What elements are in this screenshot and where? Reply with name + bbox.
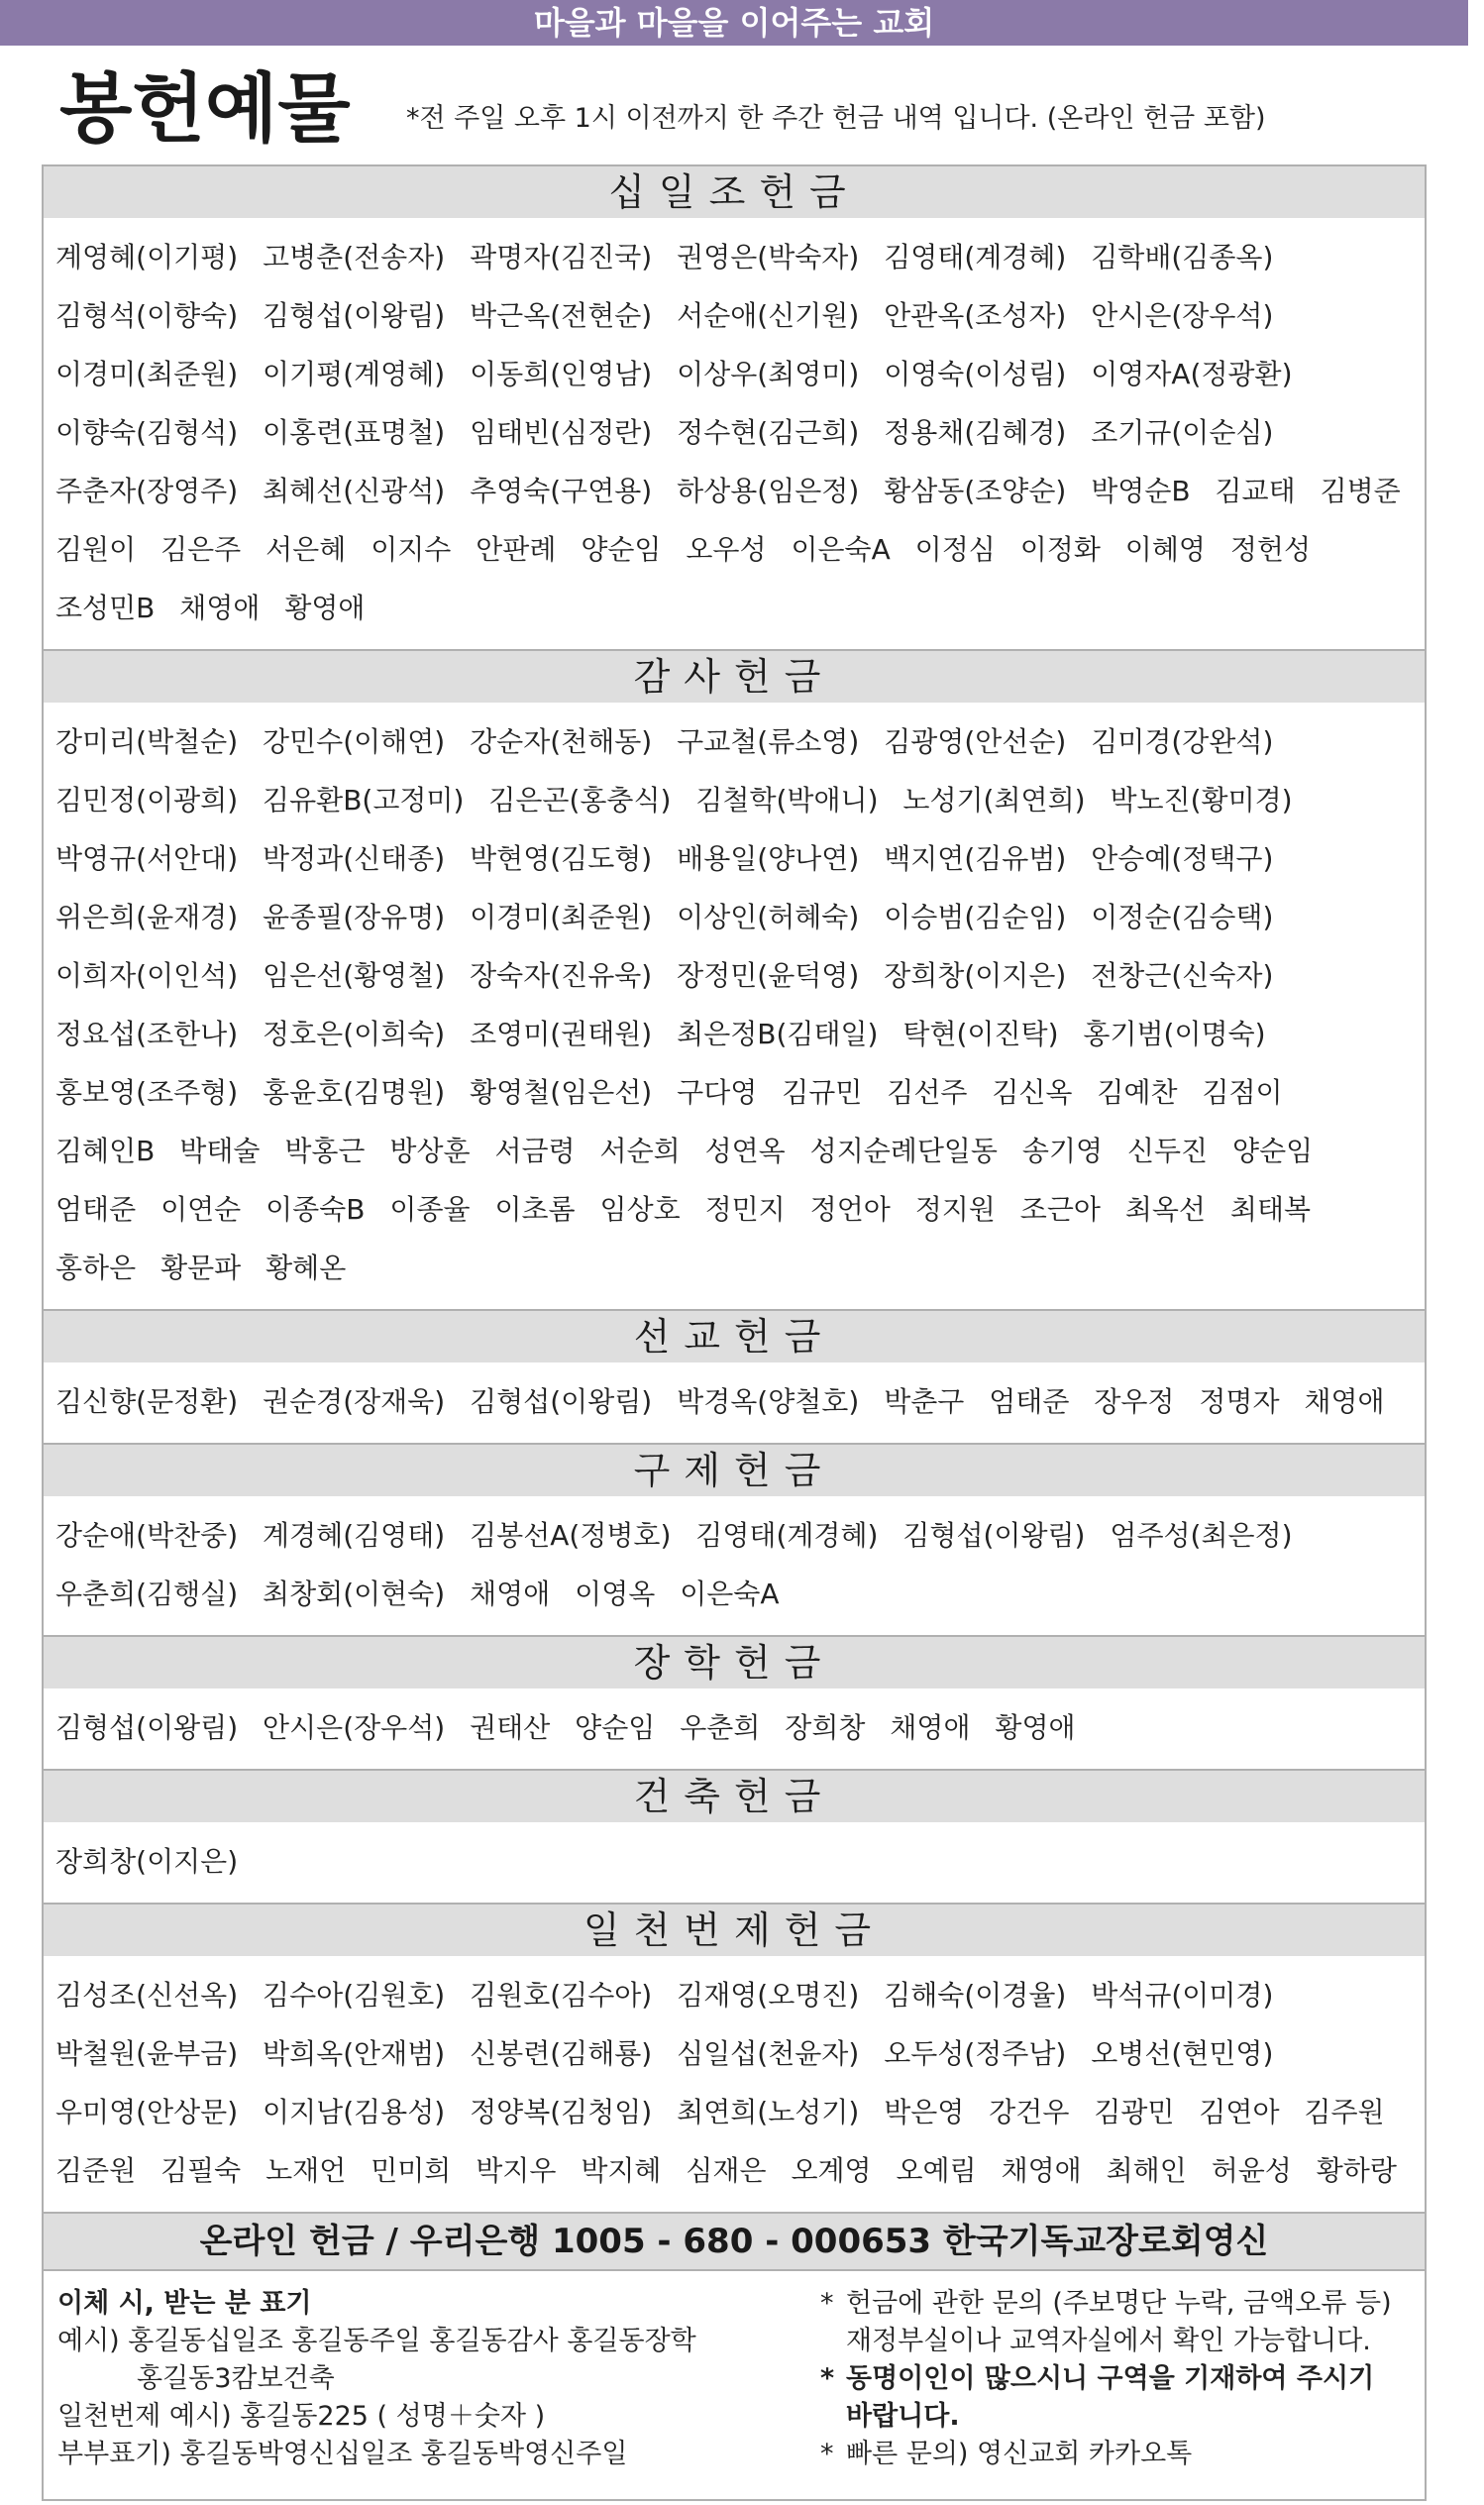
- donor-name: 엄주성(최은정): [1110, 1519, 1293, 1552]
- donor-name: 김원호(김수아): [470, 1979, 653, 2012]
- donor-name: 이은숙A: [791, 533, 891, 566]
- donor-name: 김규민: [782, 1076, 863, 1109]
- donor-name: 정수현(김근희): [677, 416, 860, 449]
- donor-name: 박근옥(전현순): [470, 299, 653, 332]
- donor-name: 김미경(강완석): [1091, 725, 1274, 758]
- donor-name: 황삼동(조양순): [884, 475, 1067, 507]
- donor-name: 심일섭(천윤자): [677, 2037, 860, 2070]
- section-heading: 선교헌금: [44, 1309, 1425, 1362]
- donor-name: 오두성(정주남): [884, 2037, 1067, 2070]
- donor-name: 추영숙(구연용): [470, 475, 653, 507]
- donor-name: 정호은(이희숙): [263, 1018, 446, 1050]
- donor-name: 최옥선: [1124, 1193, 1206, 1226]
- transfer-example-line: 부부표기) 홍길동박영신십일조 홍길동박영신주일: [57, 2439, 628, 2469]
- donor-name: 정언아: [809, 1193, 891, 1226]
- donor-name: 정지원: [914, 1193, 996, 1226]
- donor-name: 임태빈(심정란): [470, 416, 653, 449]
- donor-name: 이영옥: [575, 1578, 656, 1610]
- donor-name: 배용일(양나연): [677, 842, 860, 875]
- donor-name: 홍기범(이명숙): [1083, 1018, 1266, 1050]
- page-title: 봉헌예물: [59, 64, 351, 153]
- donor-name: 계영혜(이기평): [55, 241, 239, 273]
- donor-name: 임은선(황영철): [263, 959, 446, 992]
- section-heading: 십일조헌금: [44, 166, 1425, 218]
- donor-name: 김형석(이향숙): [55, 299, 239, 332]
- donor-name: 장정민(윤덕영): [677, 959, 860, 992]
- donor-name: 황영애: [995, 1711, 1076, 1744]
- donor-name: 조근아: [1019, 1193, 1101, 1226]
- donor-name: 서금령: [494, 1135, 576, 1167]
- donor-name: 임상호: [599, 1193, 681, 1226]
- donor-name: 김필숙: [160, 2154, 242, 2187]
- donor-name: 이홍련(표명철): [263, 416, 446, 449]
- donor-name: 이정심: [914, 533, 996, 566]
- donor-name: 하상용(임은정): [677, 475, 860, 507]
- donor-name: 박석규(이미경): [1091, 1979, 1274, 2012]
- donor-name: 김병준: [1320, 475, 1401, 507]
- donor-name: 박경옥(양철호): [677, 1385, 860, 1418]
- donor-name: 김영태(계경혜): [695, 1519, 879, 1552]
- donor-name: 박희옥(안재범): [263, 2037, 446, 2070]
- donor-name: 안시은(장우석): [263, 1711, 446, 1744]
- section-heading: 일천번제헌금: [44, 1903, 1425, 1956]
- donor-name: 김봉선A(정병호): [470, 1519, 672, 1552]
- donor-name: 최창회(이현숙): [263, 1578, 446, 1610]
- section-heading: 건축헌금: [44, 1769, 1425, 1822]
- inquiry-note: [820, 2436, 1411, 2473]
- donor-name: 장숙자(진유욱): [470, 959, 653, 992]
- donor-name: 정명자: [1199, 1385, 1280, 1418]
- donor-name: 채영애: [1001, 2154, 1082, 2187]
- inquiry-note: [820, 2285, 1411, 2360]
- donor-name: 김교태: [1215, 475, 1296, 507]
- donor-name: 전창근(신숙자): [1091, 959, 1274, 992]
- donor-name: 최태복: [1229, 1193, 1312, 1226]
- donor-name: 황영철(임은선): [470, 1076, 653, 1109]
- donor-name: 황혜온: [265, 1252, 347, 1284]
- donor-name: 서순희: [599, 1135, 681, 1167]
- donor-name: 오병선(현민영): [1091, 2037, 1274, 2070]
- donor-name: 김형섭(이왕림): [55, 1711, 239, 1744]
- donor-name: 김예찬: [1097, 1076, 1178, 1109]
- inquiry-notes: [781, 2285, 1411, 2473]
- donor-name: 이희자(이인석): [55, 959, 239, 992]
- donor-name: 신두진: [1126, 1135, 1209, 1167]
- church-banner: 마을과 마을을 이어주는 교회: [0, 0, 1468, 46]
- donor-name: 김학배(김종옥): [1091, 241, 1274, 273]
- donor-name: 김형섭(이왕림): [902, 1519, 1086, 1552]
- section-name-list: [44, 1362, 1425, 1443]
- donor-name: 강건우: [989, 2096, 1070, 2128]
- transfer-example-line: 일천번제 예시) 홍길동225 ( 성명＋숫자 ): [57, 2401, 546, 2432]
- donor-name: 권태산: [470, 1711, 551, 1744]
- donor-name: 탁현(이진탁): [902, 1018, 1059, 1050]
- donor-name: 정양복(김청임): [470, 2096, 653, 2128]
- donor-name: 김광영(안선순): [884, 725, 1067, 758]
- donor-name: 엄태준: [989, 1385, 1070, 1418]
- donor-name: 박홍근: [284, 1135, 366, 1167]
- inquiry-note-text: 빠른 문의) 영신교회 카카오톡: [846, 2439, 1193, 2469]
- donor-name: 이경미(최준원): [55, 358, 239, 390]
- donor-name: 이종숙B: [265, 1193, 366, 1226]
- donor-name: 이영숙(이성림): [884, 358, 1067, 390]
- donor-name: 최연희(노성기): [677, 2096, 860, 2128]
- section-name-list: [44, 1822, 1425, 1903]
- notes-panel: [44, 2269, 1425, 2499]
- donor-name: 고병춘(전송자): [263, 241, 446, 273]
- donor-name: 이은숙A: [680, 1578, 780, 1610]
- donor-name: 이동희(인영남): [470, 358, 653, 390]
- donor-name: 채영애: [179, 592, 261, 624]
- donor-name: 윤종필(장유명): [263, 901, 446, 933]
- donor-name: 우춘희: [680, 1711, 761, 1744]
- donor-name: 홍하은: [55, 1252, 137, 1284]
- donor-name: 김은곤(홍충식): [488, 784, 672, 817]
- donor-name: 장우정: [1094, 1385, 1175, 1418]
- donor-name: 김원이: [55, 533, 137, 566]
- section-name-list: [44, 1956, 1425, 2212]
- donor-name: 우춘희(김행실): [55, 1578, 239, 1610]
- donor-name: 노성기(최연희): [902, 784, 1086, 817]
- donor-name: 김재영(오명진): [677, 1979, 860, 2012]
- donor-name: 김성조(신선옥): [55, 1979, 239, 2012]
- donor-name: 김유환B(고정미): [263, 784, 465, 817]
- inquiry-note-text: 바랍니다.: [846, 2401, 960, 2432]
- asterisk: *: [820, 2363, 835, 2394]
- donor-name: 채영애: [470, 1578, 551, 1610]
- donor-name: 김해숙(이경율): [884, 1979, 1067, 2012]
- donor-name: 오예림: [896, 2154, 977, 2187]
- donor-name: 김주원: [1304, 2096, 1385, 2128]
- donor-name: 성지순례단일동: [809, 1135, 998, 1167]
- donor-name: 김형섭(이왕림): [470, 1385, 653, 1418]
- donor-name: 정요섭(조한나): [55, 1018, 239, 1050]
- donor-name: 박지혜: [581, 2154, 662, 2187]
- donor-name: 이승범(김순임): [884, 901, 1067, 933]
- offering-board: [42, 164, 1427, 2501]
- donor-name: 권영은(박숙자): [677, 241, 860, 273]
- donor-name: 계경혜(김영태): [263, 1519, 446, 1552]
- donor-name: 김신향(문정환): [55, 1385, 239, 1418]
- donor-name: 박영순B: [1091, 475, 1191, 507]
- donor-name: 정용채(김혜경): [884, 416, 1067, 449]
- donor-name: 이영자A(정광환): [1091, 358, 1293, 390]
- donor-name: 최혜선(신광석): [263, 475, 446, 507]
- donor-name: 황영애: [284, 592, 366, 624]
- donor-name: 채영애: [890, 1711, 971, 1744]
- donor-name: 주춘자(장영주): [55, 475, 239, 507]
- donor-name: 신봉련(김해룡): [470, 2037, 653, 2070]
- online-account-bar: 온라인 헌금 / 우리은행 1005 - 680 - 000653 한국기독교장로회영신: [44, 2212, 1425, 2269]
- donor-name: 이상인(허혜숙): [677, 901, 860, 933]
- inquiry-note-text: 헌금에 관한 문의 (주보명단 누락, 금액오류 등): [846, 2288, 1392, 2319]
- donor-name: 이초롬: [494, 1193, 576, 1226]
- donor-name: 허윤성: [1211, 2154, 1292, 2187]
- donor-name: 백지연(김유범): [884, 842, 1067, 875]
- donor-name: 김선주: [887, 1076, 968, 1109]
- section-name-list: [44, 1496, 1425, 1635]
- section-name-list: [44, 703, 1425, 1309]
- donor-name: 구다영: [677, 1076, 758, 1109]
- donor-name: 박영규(서안대): [55, 842, 239, 875]
- donor-name: 박태술: [179, 1135, 261, 1167]
- donor-name: 강민수(이해연): [263, 725, 446, 758]
- section-name-list: [44, 218, 1425, 649]
- donor-name: 이종율: [389, 1193, 471, 1226]
- donor-name: 김신옥: [992, 1076, 1073, 1109]
- donor-name: 이기평(계영혜): [263, 358, 446, 390]
- donor-name: 성연옥: [704, 1135, 786, 1167]
- donor-name: 최은정B(김태일): [677, 1018, 879, 1050]
- donor-name: 김연아: [1199, 2096, 1280, 2128]
- donor-name: 박노진(황미경): [1110, 784, 1293, 817]
- donor-name: 강순자(천해동): [470, 725, 653, 758]
- donor-name: 박은영: [884, 2096, 965, 2128]
- section-name-list: [44, 1688, 1425, 1769]
- donor-name: 채영애: [1304, 1385, 1385, 1418]
- subtitle-note: *전 주일 오후 1시 이전까지 한 주간 헌금 내역 입니다. (온라인 헌금 포함): [406, 103, 1266, 134]
- donor-name: 위은희(윤재경): [55, 901, 239, 933]
- donor-name: 강순애(박찬중): [55, 1519, 239, 1552]
- inquiry-note-text: 재정부실이나 교역자실에서 확인 가능합니다.: [846, 2326, 1371, 2356]
- donor-name: 박지우: [476, 2154, 557, 2187]
- donor-name: 김영태(계경혜): [884, 241, 1067, 273]
- donor-name: 양순임: [575, 1711, 656, 1744]
- donor-name: 안관옥(조성자): [884, 299, 1067, 332]
- donor-name: 장희창(이지은): [55, 1845, 239, 1878]
- donor-name: 이정화: [1019, 533, 1101, 566]
- donor-name: 장희창: [785, 1711, 866, 1744]
- donor-name: 박춘구: [884, 1385, 965, 1418]
- donor-name: 우미영(안상문): [55, 2096, 239, 2128]
- donor-name: 조기규(이순심): [1091, 416, 1274, 449]
- donor-name: 곽명자(김진국): [470, 241, 653, 273]
- donor-name: 이상우(최영미): [677, 358, 860, 390]
- donor-name: 장희창(이지은): [884, 959, 1067, 992]
- donor-name: 이혜영: [1124, 533, 1206, 566]
- donor-name: 이경미(최준원): [470, 901, 653, 933]
- donor-name: 김철학(박애니): [695, 784, 879, 817]
- asterisk: *: [820, 2288, 834, 2319]
- inquiry-note-text: 동명이인이 많으시니 구역을 기재하여 주시기: [846, 2363, 1375, 2394]
- donor-name: 강미리(박철순): [55, 725, 239, 758]
- donor-name: 민미희: [371, 2154, 452, 2187]
- donor-name: 황문파: [160, 1252, 242, 1284]
- donor-name: 이향숙(김형석): [55, 416, 239, 449]
- donor-name: 방상훈: [389, 1135, 471, 1167]
- donor-name: 서순애(신기원): [677, 299, 860, 332]
- section-heading: 감사헌금: [44, 649, 1425, 703]
- inquiry-note: [820, 2360, 1411, 2436]
- donor-name: 이지수: [371, 533, 452, 566]
- donor-name: 안판례: [476, 533, 557, 566]
- donor-name: 노재언: [265, 2154, 347, 2187]
- donor-name: 황하랑: [1316, 2154, 1397, 2187]
- donor-name: 이지남(김용성): [263, 2096, 446, 2128]
- donor-name: 김형섭(이왕림): [263, 299, 446, 332]
- donor-name: 김광민: [1094, 2096, 1175, 2128]
- transfer-notation-guide: [57, 2285, 781, 2473]
- donor-name: 엄태준: [55, 1193, 137, 1226]
- section-heading: 구제헌금: [44, 1443, 1425, 1496]
- donor-name: 심재은: [686, 2154, 767, 2187]
- donor-name: 권순경(장재욱): [263, 1385, 446, 1418]
- donor-name: 이정순(김승택): [1091, 901, 1274, 933]
- donor-name: 구교철(류소영): [677, 725, 860, 758]
- donor-name: 박정과(신태종): [263, 842, 446, 875]
- section-heading: 장학헌금: [44, 1635, 1425, 1688]
- asterisk: *: [820, 2439, 834, 2469]
- donor-name: 김은주: [160, 533, 242, 566]
- donor-name: 김민정(이광희): [55, 784, 239, 817]
- donor-name: 안승예(정택구): [1091, 842, 1274, 875]
- transfer-example-line: 홍길동3캄보건축: [137, 2363, 335, 2394]
- donor-name: 오우성: [686, 533, 767, 566]
- donor-name: 양순임: [581, 533, 662, 566]
- donor-name: 정민지: [704, 1193, 786, 1226]
- donor-name: 홍윤호(김명원): [263, 1076, 446, 1109]
- donor-name: 송기영: [1021, 1135, 1104, 1167]
- donor-name: 조성민B: [55, 592, 156, 624]
- donor-name: 김혜인B: [55, 1135, 156, 1167]
- donor-name: 양순임: [1232, 1135, 1314, 1167]
- donor-name: 이연순: [160, 1193, 242, 1226]
- donor-name: 박철원(윤부금): [55, 2037, 239, 2070]
- donor-name: 안시은(장우석): [1091, 299, 1274, 332]
- transfer-heading: 이체 시, 받는 분 표기: [57, 2288, 312, 2319]
- donor-name: 최해인: [1106, 2154, 1187, 2187]
- donor-name: 김점이: [1202, 1076, 1283, 1109]
- transfer-example-line: 예시) 홍길동십일조 홍길동주일 홍길동감사 홍길동장학: [57, 2326, 696, 2356]
- donor-name: 박현영(김도형): [470, 842, 653, 875]
- donor-name: 정헌성: [1229, 533, 1311, 566]
- donor-name: 김수아(김원호): [263, 1979, 446, 2012]
- donor-name: 서은혜: [265, 533, 347, 566]
- donor-name: 오계영: [791, 2154, 872, 2187]
- donor-name: 김준원: [55, 2154, 137, 2187]
- donor-name: 조영미(권태원): [470, 1018, 653, 1050]
- offering-sections: [44, 166, 1425, 2212]
- donor-name: 홍보영(조주형): [55, 1076, 239, 1109]
